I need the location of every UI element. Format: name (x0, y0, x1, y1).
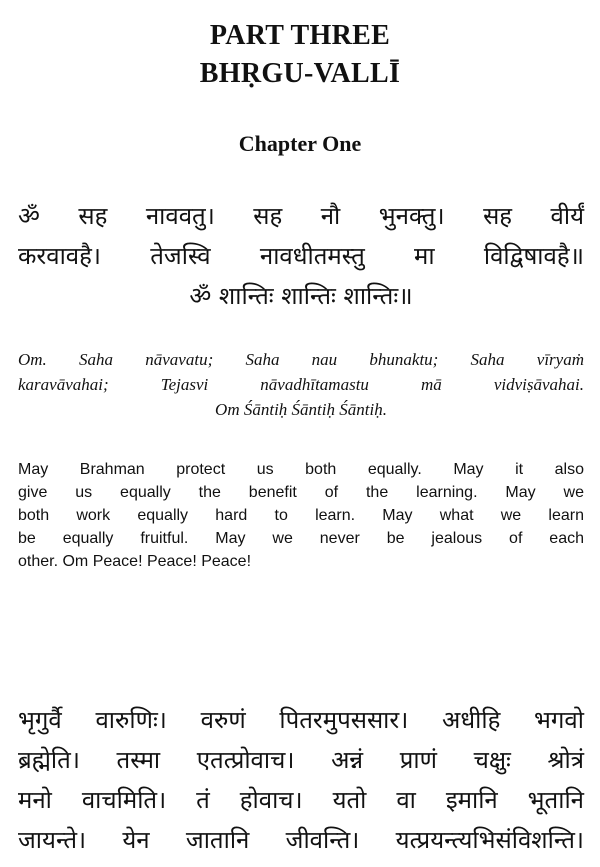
transliteration-line: Om Śāntiḥ Śāntiḥ Śāntiḥ. (215, 400, 387, 419)
sanskrit-line: जायन्ते। येन जातानि जीवन्ति। यत्प्रयन्त्यभिसंविशन्ति। (18, 826, 584, 854)
sanskrit-line: करवावहै। तेजस्वि नावधीतमस्तु मा विद्विषावहै॥ (18, 242, 584, 270)
sanskrit-line: मनो वाचमिति। तं होवाच। यतो वा इमानि भूतानि (18, 786, 584, 814)
sanskrit-line: भृगुर्वै वारुणिः। वरुणं पितरमुपससार। अधीहि भगवो (18, 706, 584, 734)
shanti-mantra-translation (18, 458, 584, 573)
part-heading: PART THREE (209, 20, 391, 51)
translation-line: be equally fruitful. May we never be jealous of each (18, 530, 584, 547)
translation-line: other. Om Peace! Peace! Peace! (18, 553, 252, 570)
shanti-mantra-sanskrit (18, 196, 584, 316)
transliteration-line: karavāvahai; Tejasvi nāvadhītamastu mā vidviṣāvahai. (18, 375, 584, 394)
transliteration-line: Om. Saha nāvavatu; Saha nau bhunaktu; Saha vīryaṁ (18, 350, 584, 369)
translation-line: give us equally the benefit of the learning. May we (18, 484, 584, 501)
valli-title: BHṚGU-VALLĪ (199, 58, 401, 89)
verse-one-sanskrit (18, 700, 584, 860)
chapter-title: Chapter One (238, 131, 362, 156)
shanti-mantra-transliteration (18, 347, 584, 422)
sanskrit-line: ॐ शान्तिः शान्तिः शान्तिः॥ (189, 282, 413, 310)
sanskrit-line: ब्रह्मेति। तस्मा एतत्प्रोवाच। अन्नं प्राणं चक्षुः श्रोत्रं (18, 746, 584, 774)
sanskrit-line: ॐ सह नाववतु। सह नौ भुनक्तु। सह वीर्यं (18, 202, 584, 230)
translation-line: May Brahman protect us both equally. May it also (18, 461, 584, 478)
translation-line: both work equally hard to learn. May what we learn (18, 507, 584, 524)
